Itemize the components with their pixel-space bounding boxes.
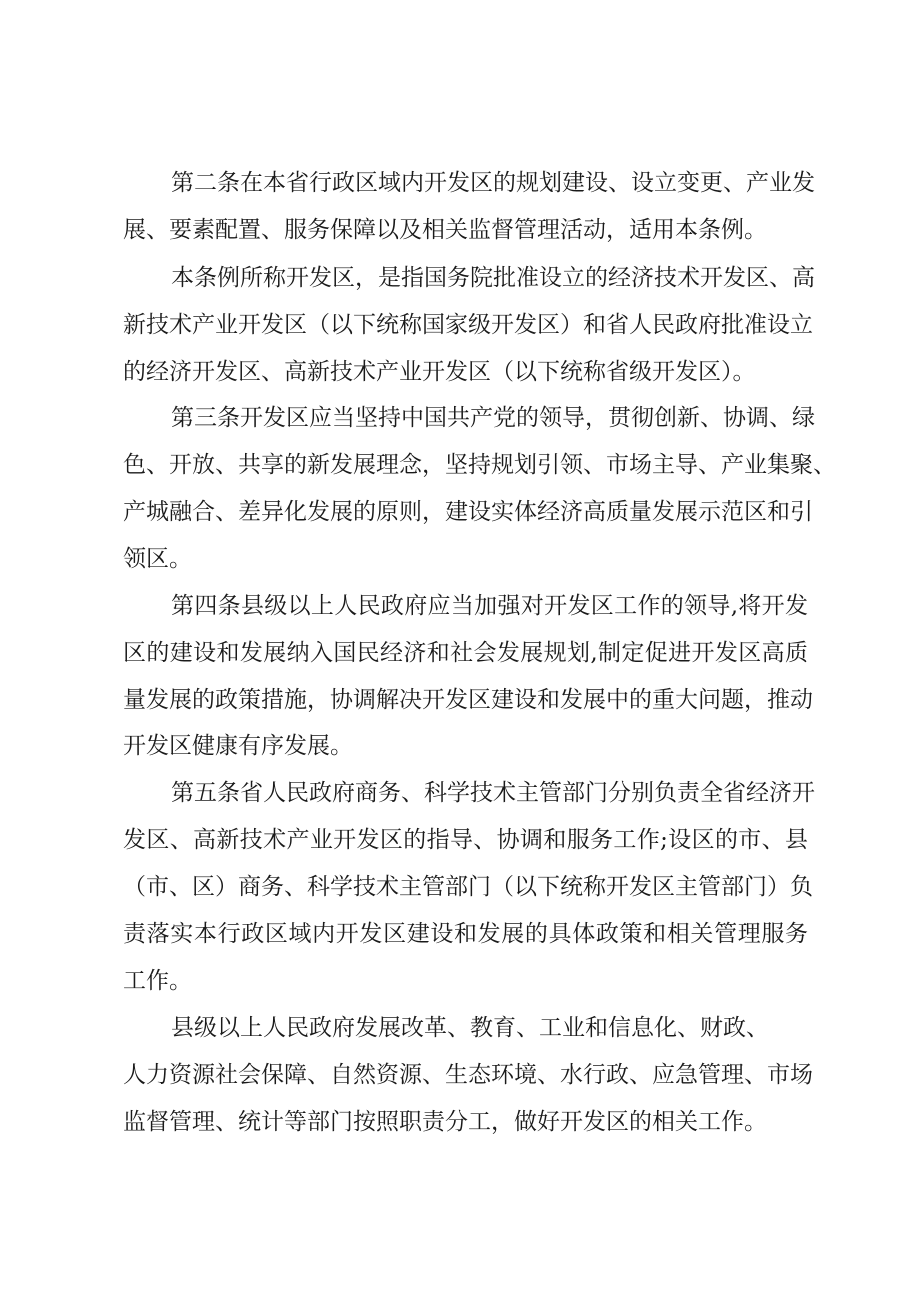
text-line: 产城融合、差异化发展的原则，建设实体经济高质量发展示范区和引: [123, 499, 813, 525]
text-line: 第二条在本省行政区域内开发区的规划建设、设立变更、产业发: [171, 170, 815, 196]
text-line: 县级以上人民政府发展改革、教育、工业和信息化、财政、: [171, 1015, 769, 1041]
text-line: 色、开放、共享的新发展理念，坚持规划引领、市场主导、产业集聚、: [123, 452, 836, 478]
text-line: 开发区健康有序发展。: [123, 733, 353, 759]
text-line: 人力资源社会保障、自然资源、生态环境、水行政、应急管理、市场: [123, 1062, 813, 1088]
text-line: 新技术产业开发区（以下统称国家级开发区）和省人民政府批准设立: [123, 312, 813, 338]
text-line: 领区。: [123, 546, 192, 572]
text-line: 第三条开发区应当坚持中国共产党的领导，贯彻创新、协调、绿: [171, 405, 815, 431]
text-line: 量发展的政策措施，协调解决开发区建设和发展中的重大问题，推动: [123, 687, 813, 713]
text-line: 监督管理、统计等部门按照职责分工，做好开发区的相关工作。: [123, 1109, 767, 1135]
text-line: （市、区）商务、科学技术主管部门（以下统称开发区主管部门）负: [123, 874, 813, 900]
text-line: 第四条县级以上人民政府应当加强对开发区工作的领导,将开发: [171, 593, 808, 619]
text-line: 的经济开发区、高新技术产业开发区（以下统称省级开发区）。: [123, 359, 756, 385]
text-line: 本条例所称开发区，是指国务院批准设立的经济技术开发区、高: [171, 265, 815, 291]
text-line: 区的建设和发展纳入国民经济和社会发展规划,制定促进开发区高质: [123, 640, 808, 666]
text-line: 工作。: [123, 968, 192, 994]
text-line: 第五条省人民政府商务、科学技术主管部门分别负责全省经济开: [171, 780, 815, 806]
text-line: 展、要素配置、服务保障以及相关监督管理活动，适用本条例。: [123, 217, 767, 243]
text-line: 发区、高新技术产业开发区的指导、协调和服务工作;设区的市、县: [123, 827, 808, 853]
text-line: 责落实本行政区域内开发区建设和发展的具体政策和相关管理服务: [123, 921, 808, 947]
